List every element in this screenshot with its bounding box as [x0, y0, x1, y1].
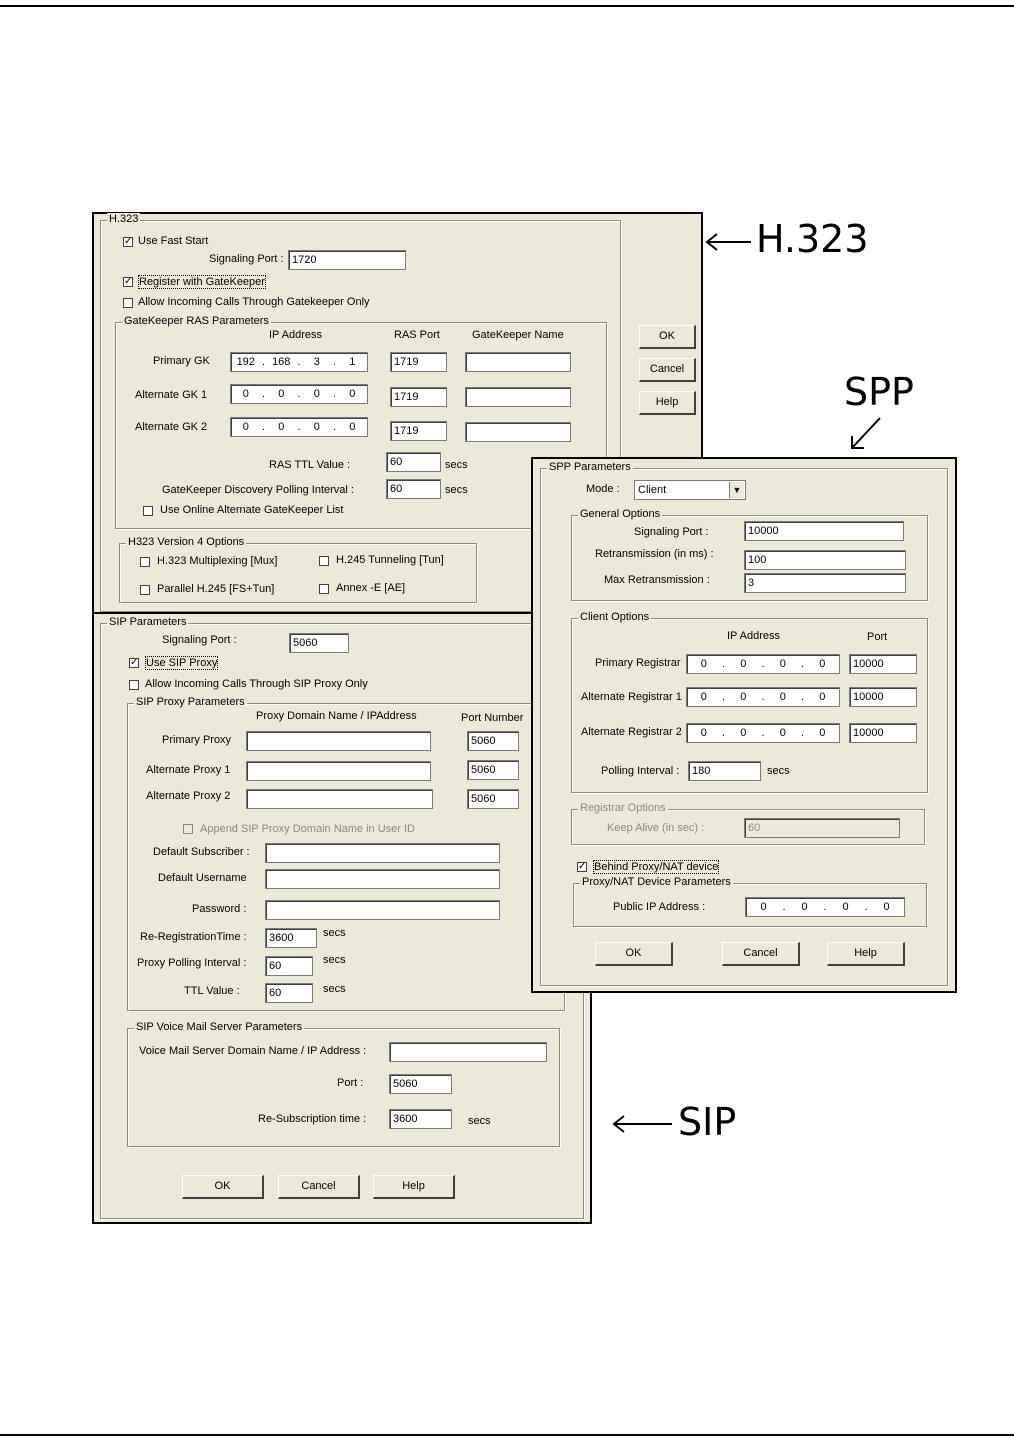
primary-gk-ip-input[interactable]: 192 . 168 . 3 . 1	[230, 352, 368, 372]
sip-params-title: SIP Parameters	[109, 616, 187, 628]
rereg-input[interactable]: 3600	[265, 928, 317, 948]
alternate-registrar1-ip-input[interactable]: 0 . 0 . 0 . 0	[686, 687, 840, 707]
register-gatekeeper-checkbox[interactable]: ✓	[124, 276, 133, 287]
proxy-col-port: Port Number	[461, 712, 524, 724]
proxy-row-label: Primary Proxy	[162, 734, 232, 746]
online-alt-gk-label: Use Online Alternate GateKeeper List	[160, 504, 344, 516]
h323-v4-title: H323 Version 4 Options	[128, 536, 245, 548]
gk-poll-secs: secs	[445, 484, 468, 496]
client-row-label: Alternate Registrar 2	[581, 726, 682, 738]
use-fast-start-label: Use Fast Start	[138, 235, 209, 247]
h323-annotation: H.323	[756, 217, 869, 261]
behind-nat-label: Behind Proxy/NAT device	[594, 861, 719, 873]
proxy-row-label: Alternate Proxy 2	[146, 790, 231, 802]
alternate-proxy2-port-input[interactable]: 5060	[467, 789, 519, 809]
retransmission-input[interactable]: 100	[744, 550, 906, 570]
default-subscriber-input[interactable]	[265, 843, 500, 863]
chevron-down-icon[interactable]: ▼	[729, 482, 744, 498]
allow-incoming-gk-label: Allow Incoming Calls Through Gatekeeper Only	[138, 296, 370, 308]
spp-dialog	[531, 457, 957, 993]
vm-domain-input[interactable]	[389, 1042, 547, 1062]
mux-label: H.323 Multiplexing [Mux]	[157, 555, 278, 567]
sip-dialog	[92, 612, 592, 1224]
h323-arrow-icon	[703, 232, 753, 252]
alternate-registrar2-ip-input[interactable]: 0 . 0 . 0 . 0	[686, 723, 840, 743]
parallel-h245-checkbox[interactable]	[140, 585, 150, 595]
alternate-gk2-name-input[interactable]	[465, 422, 571, 442]
sip-allow-incoming-label: Allow Incoming Calls Through SIP Proxy Only	[145, 678, 368, 690]
sip-cancel-button[interactable]: Cancel	[278, 1175, 360, 1199]
client-row-label: Alternate Registrar 1	[581, 691, 682, 703]
append-domain-label: Append SIP Proxy Domain Name in User ID	[200, 823, 415, 835]
default-subscriber-label: Default Subscriber :	[153, 846, 250, 858]
sip-allow-incoming-checkbox[interactable]	[129, 680, 139, 690]
page-top-rule	[0, 5, 1014, 7]
password-input[interactable]	[265, 900, 500, 920]
sip-annotation: SIP	[678, 1100, 737, 1144]
polling-interval-label: Polling Interval :	[601, 765, 680, 777]
public-ip-input[interactable]: 0 . 0 . 0 . 0	[745, 897, 905, 917]
ras-ttl-label: RAS TTL Value :	[269, 459, 351, 471]
proxy-col-domain: Proxy Domain Name / IPAddress	[256, 710, 417, 722]
h323-group-title: H.323	[109, 213, 139, 225]
sip-ok-button[interactable]: OK	[182, 1175, 264, 1199]
rereg-secs: secs	[323, 927, 346, 939]
parallel-h245-label: Parallel H.245 [FS+Tun]	[157, 583, 275, 595]
h323-signaling-port-label: Signaling Port :	[209, 253, 284, 265]
ras-row-label: Primary GK	[153, 355, 210, 367]
spp-annotation: SPP	[844, 370, 914, 414]
allow-incoming-gk-checkbox[interactable]	[123, 298, 133, 308]
annex-e-checkbox[interactable]	[319, 584, 329, 594]
retransmission-label: Retransmission (in ms) :	[595, 548, 714, 560]
ras-col-name: GateKeeper Name	[472, 329, 564, 341]
gk-poll-input[interactable]: 60	[386, 479, 441, 499]
sip-ttl-secs: secs	[323, 983, 346, 995]
proxy-poll-input[interactable]: 60	[265, 956, 313, 976]
max-retransmission-input[interactable]: 3	[744, 573, 906, 593]
use-sip-proxy-checkbox[interactable]: ✓	[130, 657, 139, 668]
online-alt-gk-checkbox[interactable]	[143, 506, 153, 516]
polling-interval-input[interactable]: 180	[688, 761, 761, 781]
ras-col-port: RAS Port	[394, 329, 440, 341]
max-retransmission-label: Max Retransmission :	[604, 574, 710, 586]
alternate-gk1-name-input[interactable]	[465, 387, 571, 407]
alternate-gk1-ip-input[interactable]: 0 . 0 . 0 . 0	[230, 384, 368, 404]
annex-e-label: Annex -E [AE]	[336, 582, 406, 594]
sip-signaling-port-input[interactable]: 5060	[289, 633, 349, 653]
register-gatekeeper-label: Register with GateKeeper	[139, 276, 265, 288]
ras-params-title: GateKeeper RAS Parameters	[124, 315, 269, 327]
primary-gk-port-input[interactable]: 1719	[390, 352, 447, 372]
page-bottom-rule	[0, 1434, 1014, 1436]
primary-gk-name-input[interactable]	[465, 352, 571, 372]
ras-ttl-secs: secs	[445, 459, 468, 471]
client-row-label: Primary Registrar	[595, 657, 681, 669]
ras-ttl-input[interactable]: 60	[386, 452, 441, 472]
keep-alive-label: Keep Alive (in sec) :	[607, 822, 705, 834]
h323-signaling-port-input[interactable]: 1720	[288, 250, 406, 270]
proxy-poll-label: Proxy Polling Interval :	[137, 957, 247, 969]
spp-signaling-port-input[interactable]: 10000	[744, 521, 904, 541]
primary-proxy-input[interactable]	[246, 731, 431, 751]
sip-proxy-title: SIP Proxy Parameters	[136, 696, 245, 708]
sip-signaling-port-label: Signaling Port :	[162, 634, 237, 646]
client-col-ip: IP Address	[727, 630, 780, 642]
default-username-input[interactable]	[265, 869, 500, 889]
primary-proxy-port-input[interactable]: 5060	[467, 731, 519, 751]
voicemail-title: SIP Voice Mail Server Parameters	[136, 1021, 303, 1033]
mux-checkbox[interactable]	[140, 557, 150, 567]
spp-help-button[interactable]: Help	[827, 942, 905, 966]
tunneling-label: H.245 Tunneling [Tun]	[336, 554, 444, 566]
spp-ok-button[interactable]: OK	[595, 942, 673, 966]
append-domain-checkbox[interactable]	[183, 824, 193, 834]
vm-domain-label: Voice Mail Server Domain Name / IP Address :	[139, 1045, 367, 1057]
ras-col-ip: IP Address	[269, 329, 322, 341]
keep-alive-input[interactable]: 60	[744, 818, 900, 838]
alternate-proxy2-input[interactable]	[246, 789, 433, 809]
spp-mode-label: Mode :	[586, 483, 620, 495]
spp-signaling-port-label: Signaling Port :	[634, 526, 709, 538]
behind-nat-checkbox[interactable]: ✓	[578, 861, 587, 872]
sip-help-button[interactable]: Help	[373, 1175, 455, 1199]
alternate-registrar2-port-input[interactable]: 10000	[849, 723, 917, 743]
client-options-title: Client Options	[580, 611, 650, 623]
alternate-gk2-port-input[interactable]: 1719	[390, 421, 447, 441]
proxy-poll-secs: secs	[323, 954, 346, 966]
sip-arrow-icon	[610, 1114, 674, 1134]
use-fast-start-checkbox[interactable]: ✓	[124, 236, 133, 247]
h323-ok-button[interactable]: OK	[639, 325, 696, 349]
general-options-title: General Options	[580, 508, 661, 520]
primary-registrar-ip-input[interactable]: 0 . 0 . 0 . 0	[686, 654, 840, 674]
default-username-label: Default Username	[158, 872, 247, 884]
ras-row-label: Alternate GK 2	[135, 421, 208, 433]
alternate-gk2-ip-input[interactable]: 0 . 0 . 0 . 0	[230, 417, 368, 437]
gk-poll-label: GateKeeper Discovery Polling Interval :	[162, 484, 354, 496]
spp-params-title: SPP Parameters	[549, 461, 631, 473]
proxy-row-label: Alternate Proxy 1	[146, 764, 231, 776]
vm-port-input[interactable]: 5060	[389, 1074, 452, 1094]
vm-resub-label: Re-Subscription time :	[258, 1113, 367, 1125]
registrar-options-title: Registrar Options	[580, 802, 666, 814]
alternate-proxy1-port-input[interactable]: 5060	[467, 760, 519, 780]
tunneling-checkbox[interactable]	[319, 556, 329, 566]
alternate-registrar1-port-input[interactable]: 10000	[849, 687, 917, 707]
password-label: Password :	[192, 903, 247, 915]
vm-resub-input[interactable]: 3600	[389, 1109, 452, 1129]
vm-port-label: Port :	[337, 1077, 364, 1089]
use-sip-proxy-label: Use SIP Proxy	[146, 657, 218, 669]
spp-arrow-icon	[846, 414, 886, 454]
ras-row-label: Alternate GK 1	[135, 389, 208, 401]
sip-ttl-label: TTL Value :	[184, 985, 240, 997]
h323-cancel-button[interactable]: Cancel	[639, 358, 696, 382]
spp-cancel-button[interactable]: Cancel	[722, 942, 800, 966]
rereg-label: Re-RegistrationTime :	[140, 931, 247, 943]
public-ip-label: Public IP Address :	[613, 901, 706, 913]
client-col-port: Port	[867, 631, 888, 643]
vm-resub-secs: secs	[468, 1115, 491, 1127]
polling-interval-secs: secs	[767, 765, 790, 777]
h323-help-button[interactable]: Help	[639, 391, 696, 415]
alternate-gk1-port-input[interactable]: 1719	[390, 387, 447, 407]
nat-params-title: Proxy/NAT Device Parameters	[582, 876, 731, 888]
sip-ttl-input[interactable]: 60	[265, 983, 313, 1003]
spp-mode-value: Client	[638, 484, 667, 496]
alternate-proxy1-input[interactable]	[246, 761, 431, 781]
spp-mode-select[interactable]	[634, 480, 746, 500]
primary-registrar-port-input[interactable]: 10000	[849, 654, 917, 674]
